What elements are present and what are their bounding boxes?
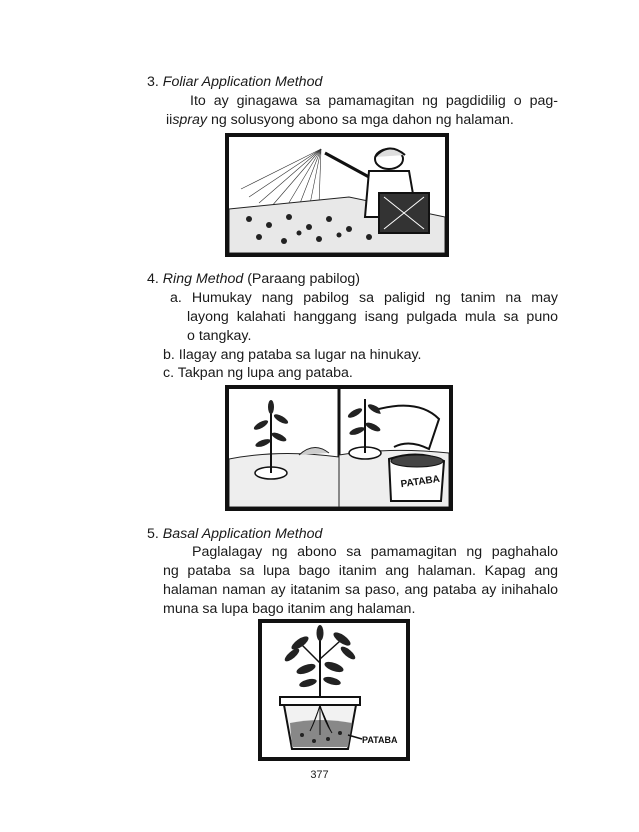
section5-line3: halaman naman ay itatanim sa paso, ang pataba ay inihahalo — [163, 582, 558, 598]
section3-line2 — [166, 111, 514, 129]
section3-line2-pre: ii — [166, 112, 173, 128]
section4-item-a-line3: o tangkay. — [187, 328, 252, 344]
section5-heading — [147, 525, 322, 543]
section5-line4: muna sa lupa bago itanim ang halaman. — [163, 601, 416, 617]
basal-application-illustration — [258, 619, 410, 761]
section4-number: 4. — [147, 271, 159, 287]
section3-line1: Ito ay ginagawa sa pamamagitan ng pagdidilig o pag- — [190, 93, 558, 109]
pot-label: PATABA — [362, 735, 398, 745]
page-number: 377 — [310, 769, 329, 781]
section5-number: 5. — [147, 526, 159, 542]
section4-item-b: b. Ilagay ang pataba sa lugar na hinukay. — [163, 347, 422, 363]
section3-number: 3. — [147, 74, 159, 90]
section3-line2-italic: spray — [172, 112, 208, 128]
ring-sack-label: PATABA — [400, 473, 441, 491]
ring-method-illustration — [225, 385, 453, 511]
section3-heading — [147, 73, 322, 91]
section4-subtitle: (Paraang pabilog) — [243, 271, 360, 287]
section4-title: Ring Method — [162, 271, 244, 287]
section4-heading — [147, 270, 360, 288]
foliar-application-illustration — [225, 133, 449, 257]
section3-title: Foliar Application Method — [162, 74, 323, 90]
section4-item-a-line1: a. Humukay nang pabilog sa paligid ng tanim na may — [170, 290, 558, 306]
section5-title: Basal Application Method — [162, 526, 323, 542]
foliar-spray-drawing — [229, 137, 445, 253]
basal-pot-drawing — [262, 623, 406, 757]
section4-item-c: c. Takpan ng lupa ang pataba. — [163, 365, 353, 381]
section4-item-a-line2: layong kalahati hanggang isang pulgada mula sa puno — [187, 309, 558, 325]
section5-line2: ng pataba sa lupa bago itanim ang halaman. Kapag ang — [163, 563, 558, 579]
section3-line2-post: ng solusyong abono sa mga dahon ng halaman. — [207, 112, 514, 128]
ring-method-drawing — [229, 389, 449, 507]
section5-line1: Paglalagay ng abono sa pamamagitan ng paghahalo — [192, 544, 558, 560]
